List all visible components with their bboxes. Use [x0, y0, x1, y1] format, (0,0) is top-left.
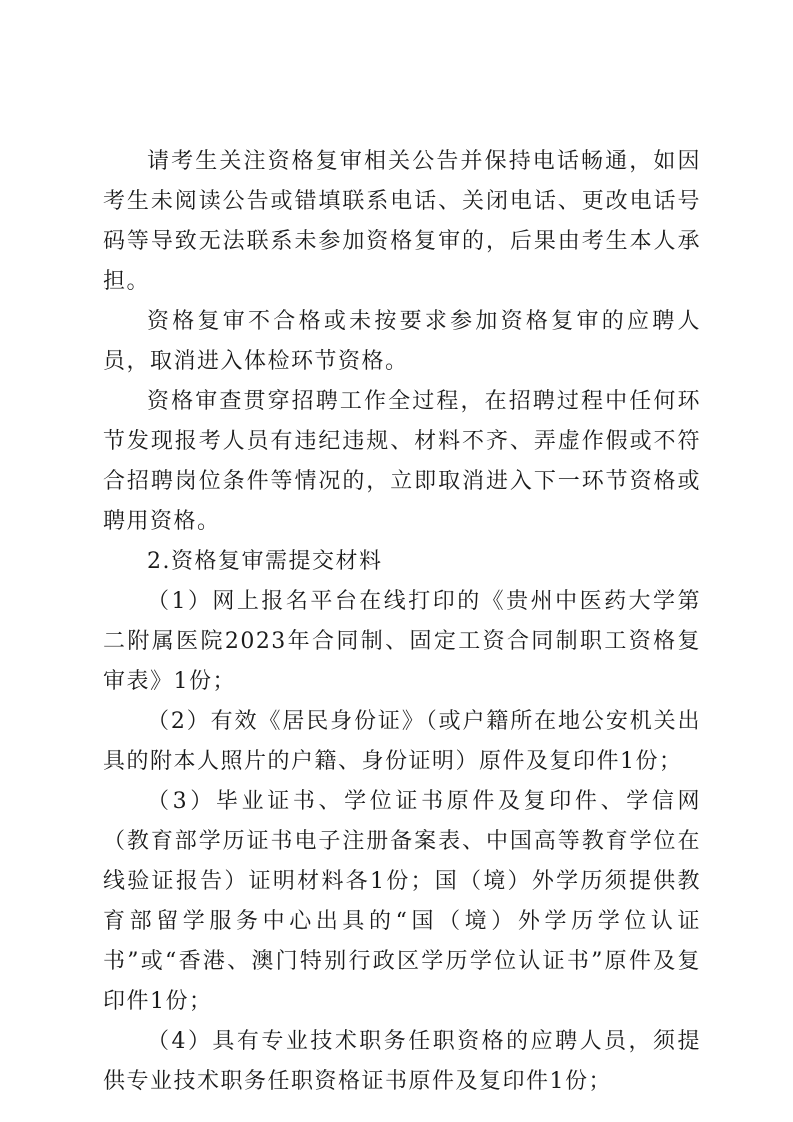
paragraph-review-process: 资格审查贯穿招聘工作全过程，在招聘过程中任何环节发现报考人员有违纪违规、材料不齐、弄虚作假或不符合招聘岗位条件等情况的，立即取消进入下一环节资格或聘用资格。 — [103, 389, 701, 534]
section-heading-materials: 2.资格复审需提交材料 — [147, 549, 383, 574]
document-body — [103, 142, 701, 1102]
list-item-diplomas: （3）毕业证书、学位证书原件及复印件、学信网（教育部学历证书电子注册备案表、中国高等教育学位在线验证报告）证明材料各1份；国（境）外学历须提供教育部留学服务中心出具的“国（境）外学历学位认证书”或“香港、澳门特别行政区学历学位认证书”原件及复印件1份； — [103, 789, 701, 1014]
list-item-review-form: （1）网上报名平台在线打印的《贵州中医药大学第二附属医院2023年合同制、固定工资合同制职工资格复审表》1份； — [103, 589, 701, 694]
list-item-id-card: （2）有效《居民身份证》（或户籍所在地公安机关出具的附本人照片的户籍、身份证明）原件及复印件1份； — [103, 709, 701, 774]
paragraph-contact-notice: 请考生关注资格复审相关公告并保持电话畅通，如因考生未阅读公告或错填联系电话、关闭电话、更改电话号码等导致无法联系未参加资格复审的，后果由考生本人承担。 — [103, 149, 701, 294]
paragraph-disqualification: 资格复审不合格或未按要求参加资格复审的应聘人员，取消进入体检环节资格。 — [103, 309, 701, 374]
list-item-professional-title: （4）具有专业技术职务任职资格的应聘人员，须提供专业技术职务任职资格证书原件及复印件1份； — [103, 1029, 701, 1094]
